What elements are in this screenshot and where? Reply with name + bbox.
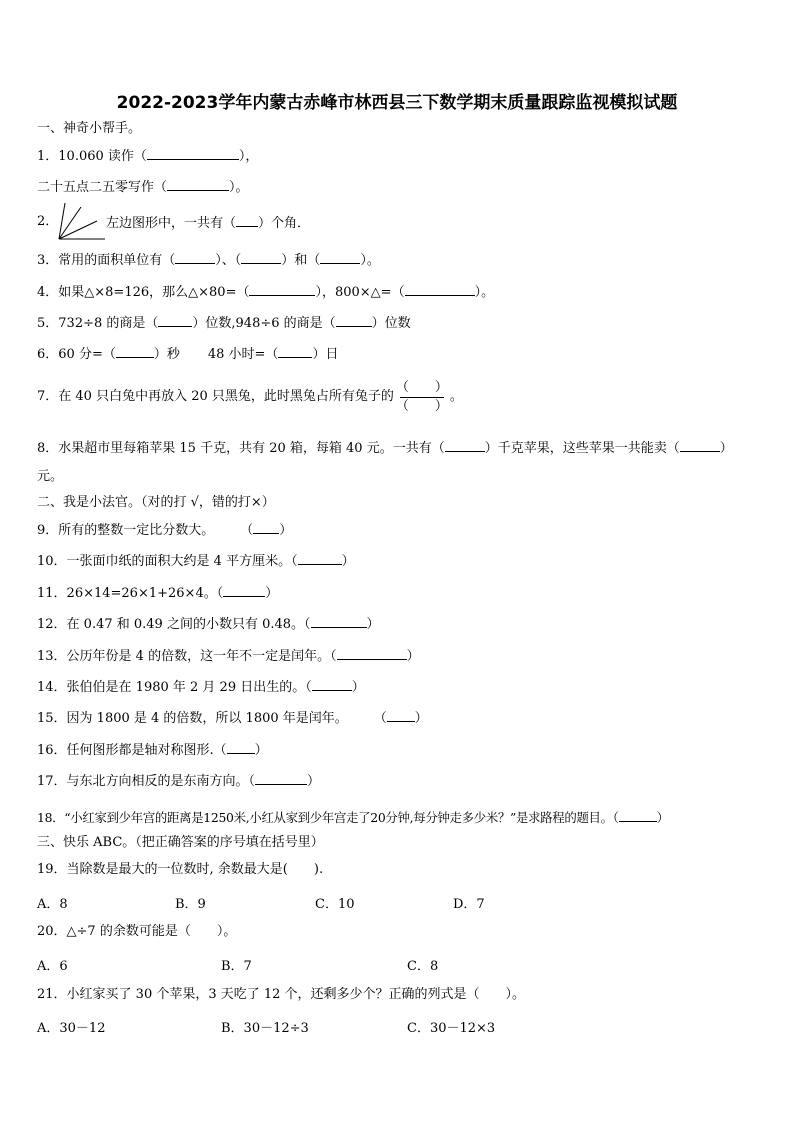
question-16: 16．任何图形都是轴对称图形.（ ） [37, 740, 268, 760]
angle-figure [57, 201, 107, 243]
answer-blank[interactable] [336, 313, 372, 327]
question-8: 8．水果超市里每箱苹果 15 千克，共有 20 箱，每箱 40 元。一共有（ ）千克苹果，这些苹果一共能卖（ ） [37, 438, 733, 458]
section-heading-1: 一、神奇小帮手。 [37, 121, 142, 136]
question-9: 9．所有的整数一定比分数大。 （ ） [37, 520, 292, 540]
answer-blank[interactable] [167, 177, 229, 191]
question-17: 17．与东北方向相反的是东南方向。（ ） [37, 771, 320, 791]
question-3: 3．常用的面积单位有（ ）、（ ）和（ ）。 [37, 250, 380, 270]
question-1a: 1．10.060 读作（ ）， [37, 146, 258, 166]
answer-blank[interactable] [255, 771, 307, 785]
question-1b: 二十五点二五零写作（ ）。 [37, 177, 249, 197]
answer-blank[interactable] [278, 344, 312, 358]
answer-blank[interactable] [298, 551, 342, 565]
answer-blank[interactable] [158, 313, 192, 327]
question-11: 11．26×14=26×1+26×4。（ ） [37, 583, 278, 603]
question-15: 15．因为 1800 是 4 的倍数，所以 1800 年是闰年。 （ ） [37, 708, 428, 728]
section-heading-2: 二、我是小法官。（对的打 √，错的打×） [37, 495, 275, 510]
page-title: 2022-2023学年内蒙古赤峰市林西县三下数学期末质量跟踪监视模拟试题 [116, 93, 678, 113]
question-20: 20．△÷7 的余数可能是（ ）。 [37, 924, 237, 939]
question-12: 12．在 0.47 和 0.49 之间的小数只有 0.48。（ ） [37, 614, 380, 634]
question-8-continued: 元。 [37, 469, 64, 484]
question-10: 10．一张面巾纸的面积大约是 4 平方厘米。（ ） [37, 551, 355, 571]
answer-blank[interactable] [680, 438, 720, 452]
answer-blank[interactable] [320, 250, 360, 264]
answer-blank[interactable] [619, 808, 657, 822]
fraction-blank[interactable]: $\frac{( )}{( )}$ [395, 379, 448, 414]
answer-blank[interactable] [337, 646, 407, 660]
answer-blank[interactable] [253, 520, 279, 534]
question-14: 14．张伯伯是在 1980 年 2 月 29 日出生的。（ ） [37, 677, 365, 697]
option-c[interactable]: C．10 [315, 897, 355, 912]
option-b[interactable]: B．9 [175, 897, 206, 912]
question-2-number: 2． [37, 214, 59, 229]
question-7: 7．在 40 只白兔中再放入 20 只黑兔，此时黑兔占所有兔子的 $\frac{( )}{( )}$ 。 [37, 379, 463, 414]
option-a[interactable]: A．30－12 [37, 1021, 106, 1036]
option-c[interactable]: C．30－12×3 [407, 1021, 496, 1036]
answer-blank[interactable] [227, 740, 255, 754]
answer-blank[interactable] [223, 583, 265, 597]
question-2: 左边图形中，一共有（ ）个角． [106, 213, 310, 233]
question-13: 13．公历年份是 4 的倍数，这一年不一定是闰年。（ ） [37, 646, 420, 666]
answer-blank[interactable] [249, 282, 315, 296]
answer-blank[interactable] [311, 614, 367, 628]
answer-blank[interactable] [116, 344, 154, 358]
answer-blank[interactable] [147, 146, 239, 160]
option-a[interactable]: A．8 [37, 897, 68, 912]
answer-blank[interactable] [387, 708, 415, 722]
option-c[interactable]: C．8 [407, 959, 439, 974]
option-b[interactable]: B．30－12÷3 [221, 1021, 309, 1036]
answer-blank[interactable] [312, 677, 352, 691]
section-heading-3: 三、快乐 ABC。（把正确答案的序号填在括号里） [37, 835, 324, 850]
answer-blank[interactable] [405, 282, 475, 296]
question-4: 4．如果△×8=126，那么△×80=（ ），800×△=（ ）。 [37, 282, 494, 302]
answer-blank[interactable] [445, 438, 485, 452]
question-19: 19．当除数是最大的一位数时, 余数最大是( ). [37, 862, 324, 877]
option-d[interactable]: D．7 [453, 897, 485, 912]
answer-blank[interactable] [175, 250, 215, 264]
answer-blank[interactable] [241, 250, 281, 264]
option-b[interactable]: B．7 [221, 959, 252, 974]
question-21: 21．小红家买了 30 个苹果，3 天吃了 12 个，还剩多少个？正确的列式是（ ）。 [37, 987, 526, 1002]
question-18: 18．“小红家到少年宫的距离是1250米,小红从家到少年宫走了20分钟,每分钟走多少米？”是求路程的题目。（ ） [37, 810, 669, 825]
answer-blank[interactable] [236, 213, 258, 227]
question-6: 6．60 分=（ ）秒 48 小时=（ ）日 [37, 344, 338, 364]
question-5: 5．732÷8 的商是（ ）位数,948÷6 的商是（ ）位数 [37, 313, 411, 333]
option-a[interactable]: A．6 [37, 959, 68, 974]
